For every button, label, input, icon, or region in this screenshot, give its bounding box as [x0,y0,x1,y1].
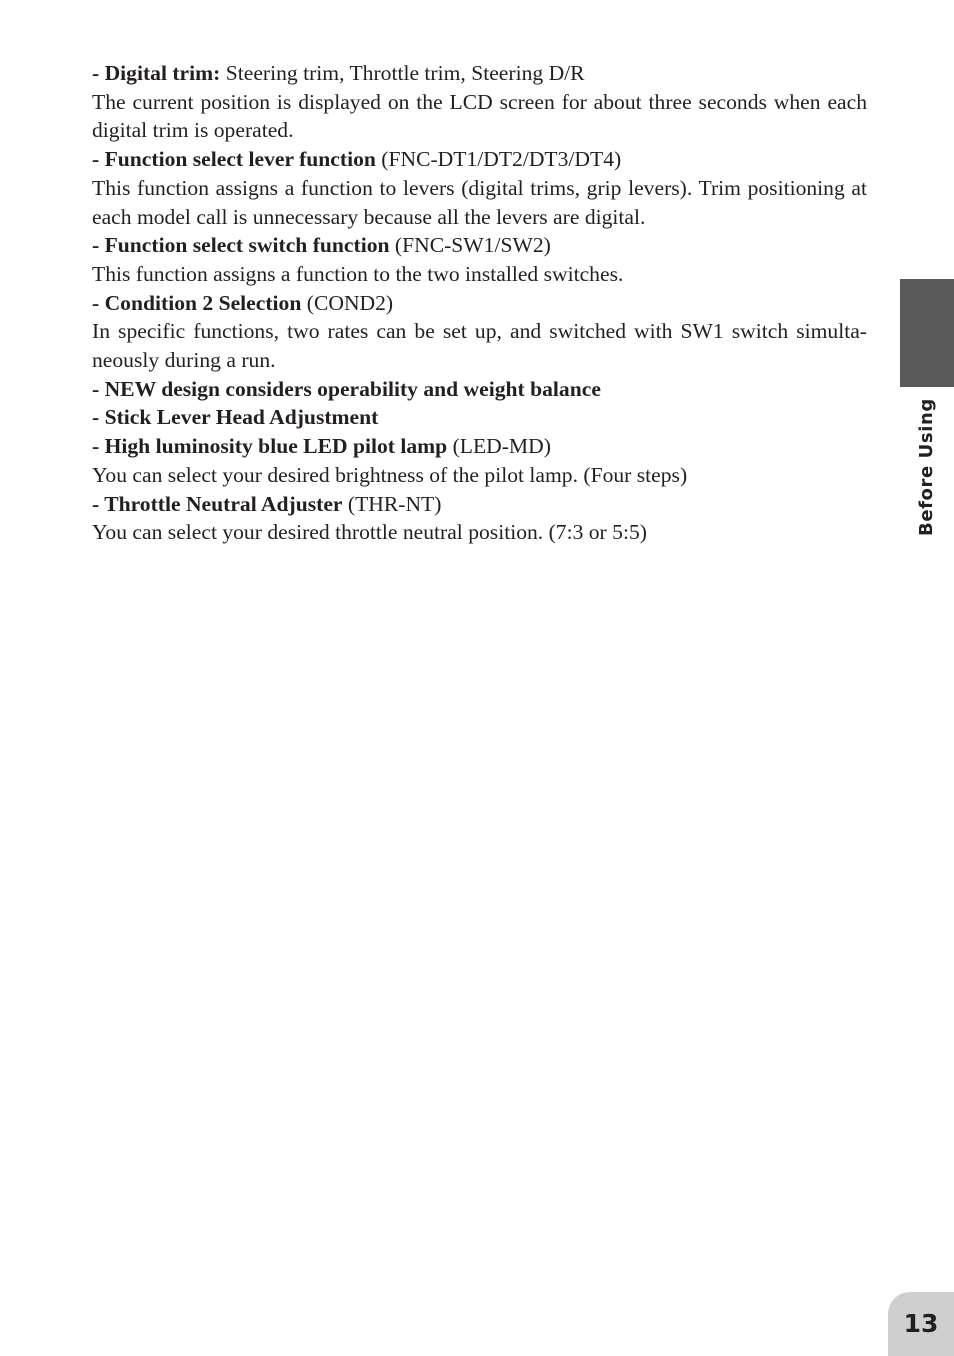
section-heading-line [92,145,867,174]
section-heading: - NEW design considers operability and weight balance [92,376,601,401]
page-content [92,59,867,547]
section-heading-line [92,59,867,88]
section-code: (FNC-SW1/SW2) [389,233,551,258]
section-code: (FNC-DT1/DT2/DT3/DT4) [375,147,622,172]
section-code: (THR-NT) [342,491,442,516]
section-heading: - Digital trim: [92,61,221,85]
section-body: In specific functions, two rates can be set up, and switched with SW1 switch simulta-neously during a run. [92,319,867,373]
chapter-tab-marker [900,279,954,387]
section-code: (COND2) [301,290,394,315]
section-heading-line [92,490,867,519]
section-heading: - Stick Lever Head Adjustment [92,405,379,430]
section-heading: - Throttle Neutral Adjuster [92,491,343,516]
section-heading-line [92,375,867,404]
chapter-tab-label: Before Using [916,398,937,536]
section-body: This function assigns a function to the two installed switches. [92,261,624,286]
section-body: The current position is displayed on the LCD screen for about three seconds when each digital trim is operated. [92,89,867,143]
section-body: You can select your desired throttle neutral position. (7:3 or 5:5) [92,520,647,545]
section-heading: - Condition 2 Selection [92,290,302,315]
section-heading: - Function select lever function [92,147,376,172]
section-heading-line [92,403,867,432]
page-number: 13 [903,1309,939,1338]
section-heading-line [92,231,867,260]
section-code: Steering trim, Throttle trim, Steering D/R [220,61,585,85]
section-body: You can select your desired brightness of the pilot lamp. (Four steps) [92,462,688,487]
section-heading: - Function select switch function [92,233,390,258]
section-heading-line [92,432,867,461]
section-heading: - High luminosity blue LED pilot lamp [92,434,448,459]
section-code: (LED-MD) [447,434,551,459]
section-body: This function assigns a function to levers (digital trims, grip levers). Trim positioning at each model call is unnecessary because all the levers are digital. [92,175,867,229]
section-heading-line [92,289,867,318]
